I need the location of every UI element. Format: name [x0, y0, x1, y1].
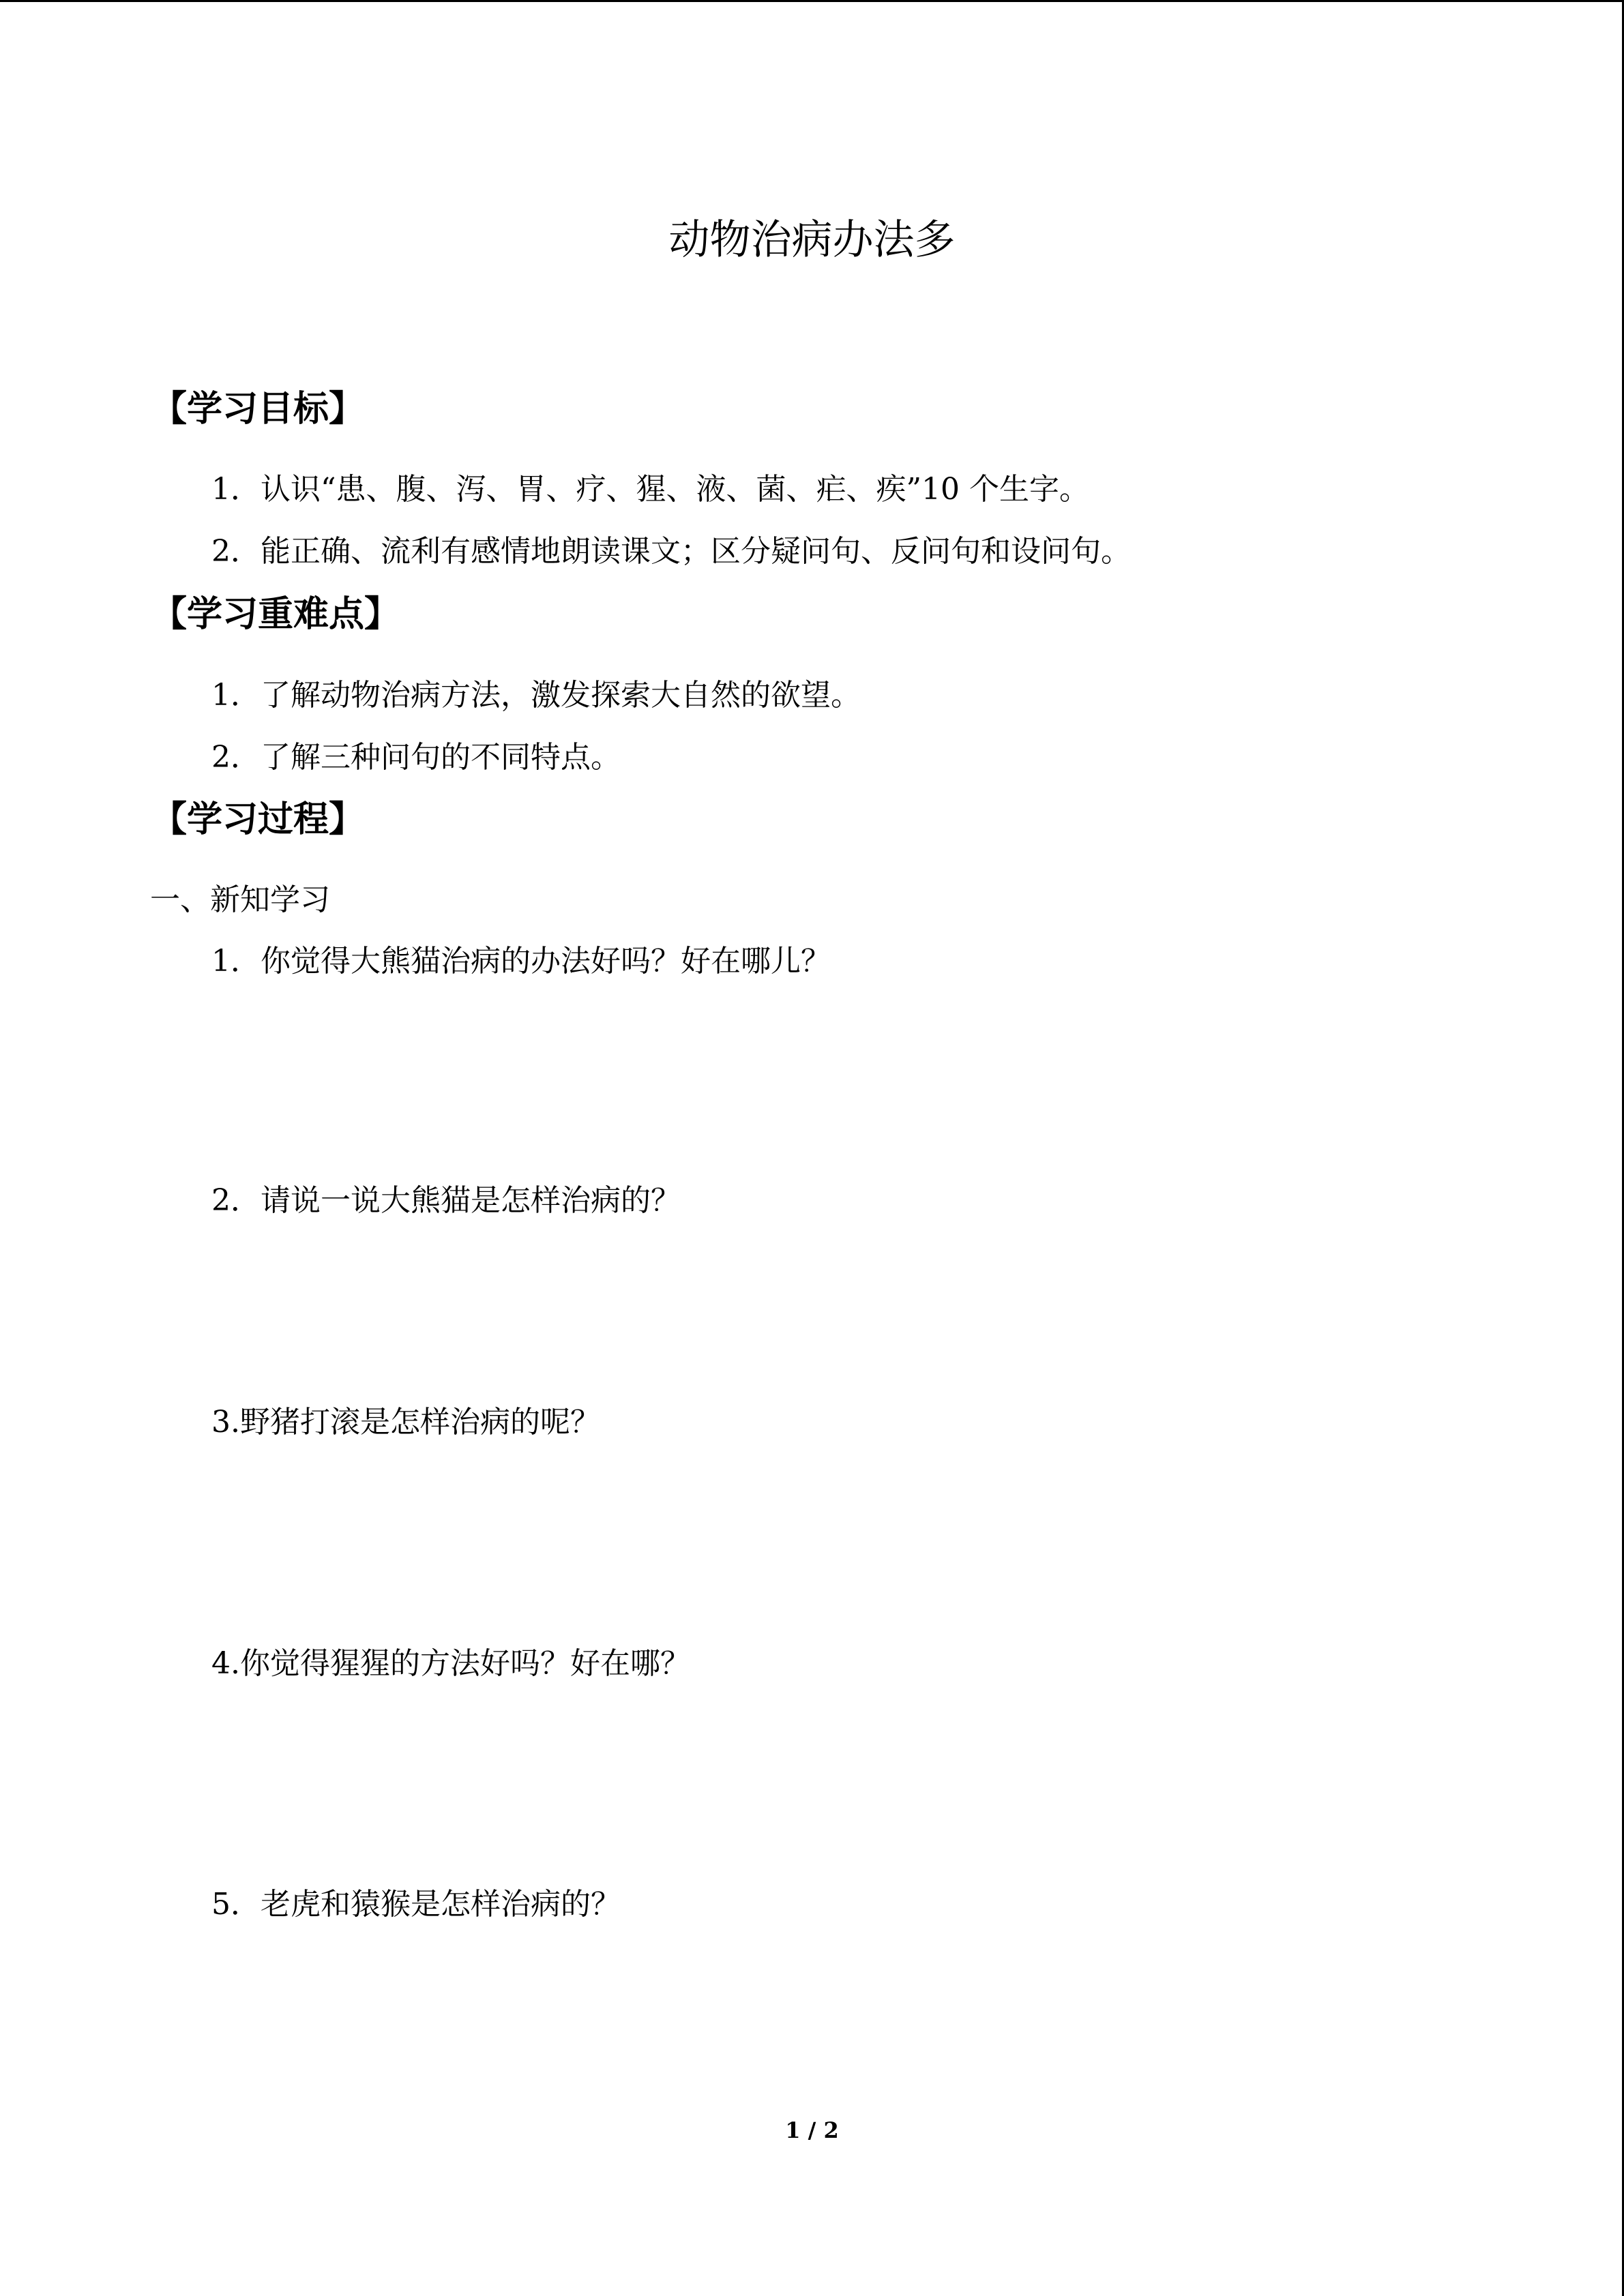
document-title: 动物治病办法多 — [668, 216, 956, 264]
heading-key-points: 【学习重难点】 — [151, 594, 400, 635]
question-4: 4.你觉得猩猩的方法好吗？好在哪？ — [211, 1646, 690, 1681]
heading-learning-objectives: 【学习目标】 — [151, 389, 365, 430]
question-3: 3.野猪打滚是怎样治病的呢？ — [211, 1405, 600, 1440]
question-1: 1．你觉得大熊猫治病的办法好吗？好在哪儿？ — [211, 944, 831, 979]
key-point-item-2: 2．了解三种问句的不同特点。 — [211, 740, 621, 775]
key-point-item-1: 1．了解动物治病方法，激发探索大自然的欲望。 — [211, 678, 861, 713]
objective-item-1: 1．认识“患、腹、泻、胃、疗、猩、液、菌、疟、疾”10 个生字。 — [211, 472, 1089, 507]
page-top-border — [0, 0, 1624, 2]
heading-learning-process: 【学习过程】 — [151, 799, 365, 840]
question-2: 2．请说一说大熊猫是怎样治病的？ — [211, 1183, 681, 1218]
objective-item-2: 2．能正确、流利有感情地朗读课文；区分疑问句、反问句和设问句。 — [211, 534, 1131, 569]
page-number: 1 / 2 — [785, 2117, 839, 2143]
subsection-new-knowledge: 一、新知学习 — [150, 882, 330, 917]
question-5: 5．老虎和猿猴是怎样治病的？ — [211, 1887, 621, 1922]
